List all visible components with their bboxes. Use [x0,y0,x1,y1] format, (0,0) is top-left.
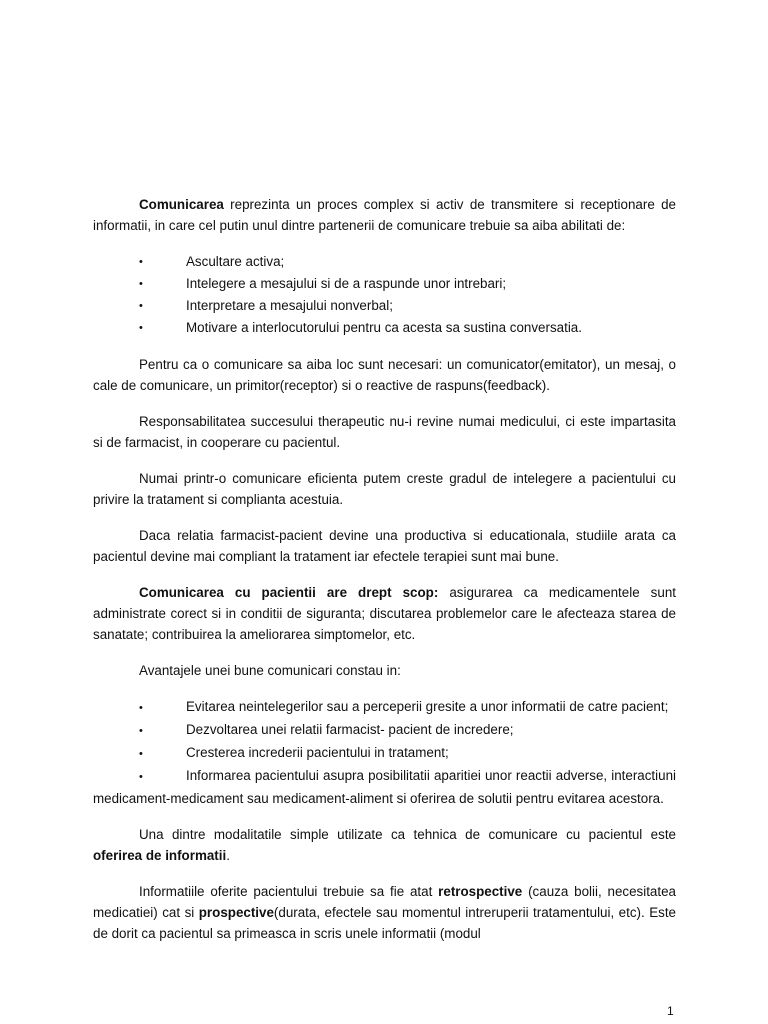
list-item [93,273,676,295]
list-item [93,742,676,765]
purpose-text: asigurarea ca medicamentele sunt administrate corect si in conditii de siguranta; discutarea problemelor care le afecteaza starea de sanatate; contribuirea la ameliorarea simptomelor, etc. [93,585,676,642]
paragraph-information-technique [93,824,676,866]
list-item-text: Dezvoltarea unei relatii farmacist- pacient de incredere; [186,722,514,737]
document-body [93,194,676,944]
types-text-3: (durata, efectele sau momentul intreruperii tratamentului, etc). Este de dorit ca pacientul sa primeasca in scris unele informatii (modul [93,905,677,941]
types-text-1: Informatiile oferite pacientului trebuie sa fie atat [139,884,439,899]
page-number: 1 [667,1004,674,1018]
bullet-icon: • [139,300,143,312]
list-item [93,719,676,742]
bullet-icon: • [139,748,143,760]
list-item-text: Intelegere a mesajului si de a raspunde unor intrebari; [186,276,507,291]
list-item-text: Motivare a interlocutorului pentru ca acesta sa sustina conversatia. [186,320,582,335]
paragraph-advantages-intro: Avantajele unei bune comunicari constau in: [139,663,401,678]
list-item [93,251,676,273]
list-item-text: Interpretare a mesajului nonverbal; [186,298,393,313]
paragraph-purpose [93,582,676,645]
paragraph-definition [93,194,676,236]
list-item [93,295,676,317]
list-item-text: Ascultare activa; [186,254,285,269]
technique-end: . [226,848,230,863]
list-item-text: Informarea pacientului asupra posibilitatii aparitiei unor reactii adverse, interactiuni medicament-medicament sau medicament-aliment si oferirea de solutii pentru evitarea acestora. [93,768,676,806]
bullet-icon: • [139,725,143,737]
paragraph-efficiency: Numai printr-o comunicare eficienta putem creste gradul de intelegere a pacientului cu privire la tratament si complianta acestuia. [93,471,676,507]
definition-text: reprezinta un proces complex si activ de transmitere si receptionare de informatii, in care cel putin unul dintre partenerii de comunicare trebuie sa aiba abilitati de: [93,197,676,233]
purpose-heading: Comunicarea cu pacientii are drept scop: [139,585,439,600]
bullet-icon: • [139,278,143,290]
bullet-icon: • [139,322,143,334]
term-comunicarea: Comunicarea [139,197,224,212]
list-item [93,696,676,719]
list-item [93,765,676,809]
abilities-list [93,251,676,339]
types-text-2: (cauza bolii, necesitatea medicatiei) cat si [93,884,676,920]
list-item-text: Evitarea neintelegerilor sau a perceperii gresite a unor informatii de catre pacient; [186,699,669,714]
bullet-icon: • [139,771,143,783]
bullet-icon: • [139,256,143,268]
list-item [93,317,676,339]
advantages-list [93,696,676,809]
term-prospective: prospective [198,905,274,920]
list-item-text: Cresterea increderii pacientului in tratament; [186,745,449,760]
technique-term: oferirea de informatii [93,848,227,863]
paragraph-requirements: Pentru ca o comunicare sa aiba loc sunt necesari: un comunicator(emitator), un mesaj, o cale de comunicare, un primitor(receptor) si o reactive de raspuns(feedback). [93,357,676,393]
technique-text: Una dintre modalitatile simple utilizate ca tehnica de comunicare cu pacientul este [139,827,676,842]
term-retrospective: retrospective [438,884,523,899]
bullet-icon: • [139,702,143,714]
paragraph-relationship: Daca relatia farmacist-pacient devine una productiva si educationala, studiile arata ca pacientul devine mai compliant la tratament iar efectele terapiei sunt mai bune. [93,528,676,564]
paragraph-responsibility: Responsabilitatea succesului therapeutic nu-i revine numai medicului, ci este impartasita si de farmacist, in cooperare cu pacientul. [93,414,676,450]
paragraph-information-types [93,881,676,944]
